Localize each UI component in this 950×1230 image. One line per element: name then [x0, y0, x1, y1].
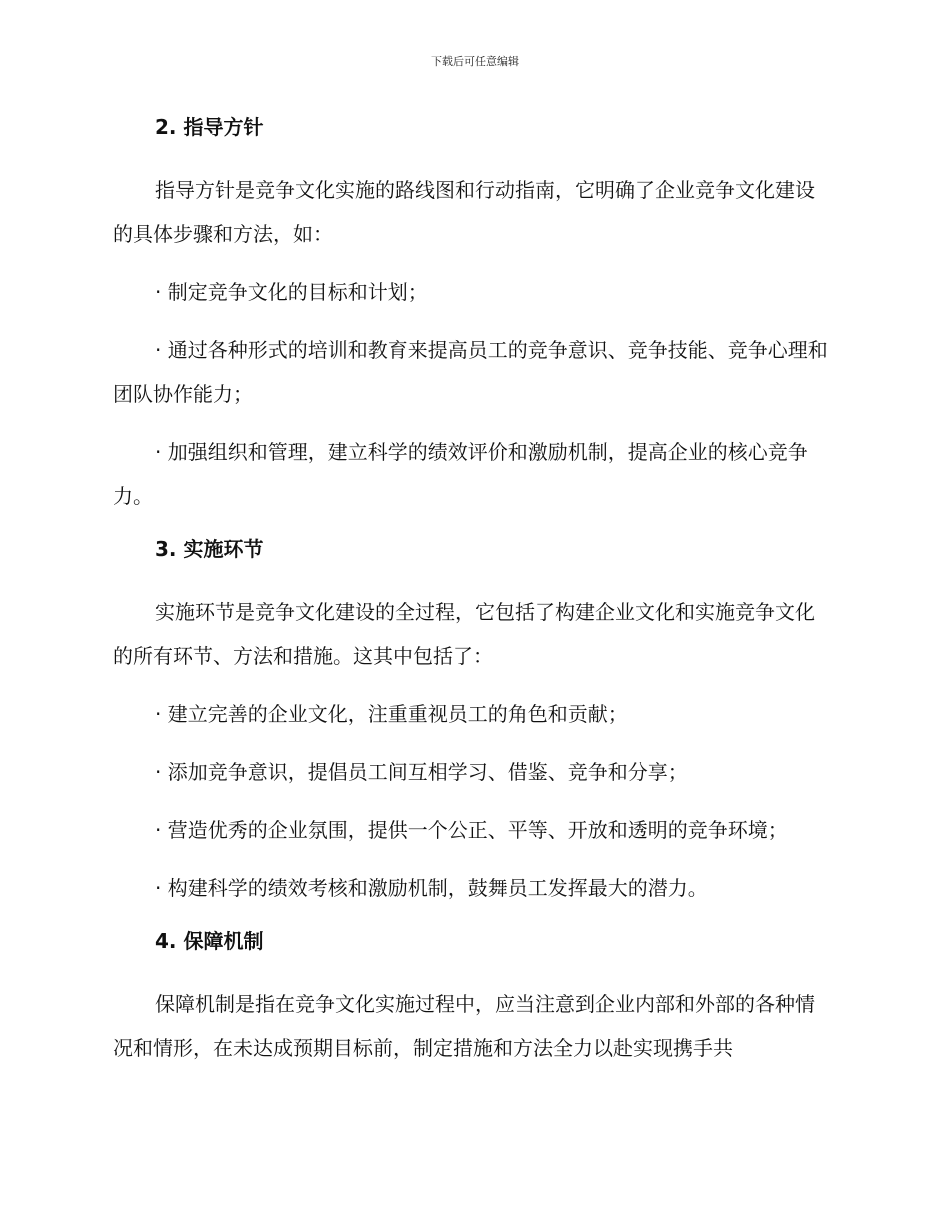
page-header: 下载后可任意编辑 [431, 55, 519, 68]
bullet-item: · 建立完善的企业文化，注重重视员工的角色和贡献； [155, 702, 628, 726]
section-heading: 4. 保障机制 [155, 929, 264, 953]
section-intro: 指导方针是竞争文化实施的路线图和行动指南，它明确了企业竞争文化建设的具体步骤和方法，如： [113, 178, 815, 246]
section-intro: 保障机制是指在竞争文化实施过程中，应当注意到企业内部和外部的各种情况和情形，在未达成预期目标前，制定措施和方法全力以赴实现携手共 [113, 992, 815, 1060]
section-guidelines [113, 110, 833, 518]
section-safeguards [113, 924, 833, 1070]
section-heading: 3. 实施环节 [155, 537, 264, 561]
bullet-item: · 营造优秀的企业氛围，提供一个公正、平等、开放和透明的竞争环境； [155, 818, 788, 842]
bullet-item: · 制定竞争文化的目标和计划； [155, 280, 428, 304]
section-intro: 实施环节是竞争文化建设的全过程，它包括了构建企业文化和实施竞争文化的所有环节、方法和措施。这其中包括了： [113, 600, 815, 668]
bullet-item: · 添加竞争意识，提倡员工间互相学习、借鉴、竞争和分享； [155, 760, 688, 784]
bullet-item: · 通过各种形式的培训和教育来提高员工的竞争意识、竞争技能、竞争心理和团队协作能力； [113, 338, 828, 406]
bullet-item: · 构建科学的绩效考核和激励机制，鼓舞员工发挥最大的潜力。 [155, 876, 708, 900]
bullet-item: · 加强组织和管理，建立科学的绩效评价和激励机制，提高企业的核心竞争力。 [113, 440, 808, 508]
section-heading: 2. 指导方针 [155, 115, 264, 139]
section-implementation [113, 532, 833, 910]
document-body [113, 110, 833, 1084]
